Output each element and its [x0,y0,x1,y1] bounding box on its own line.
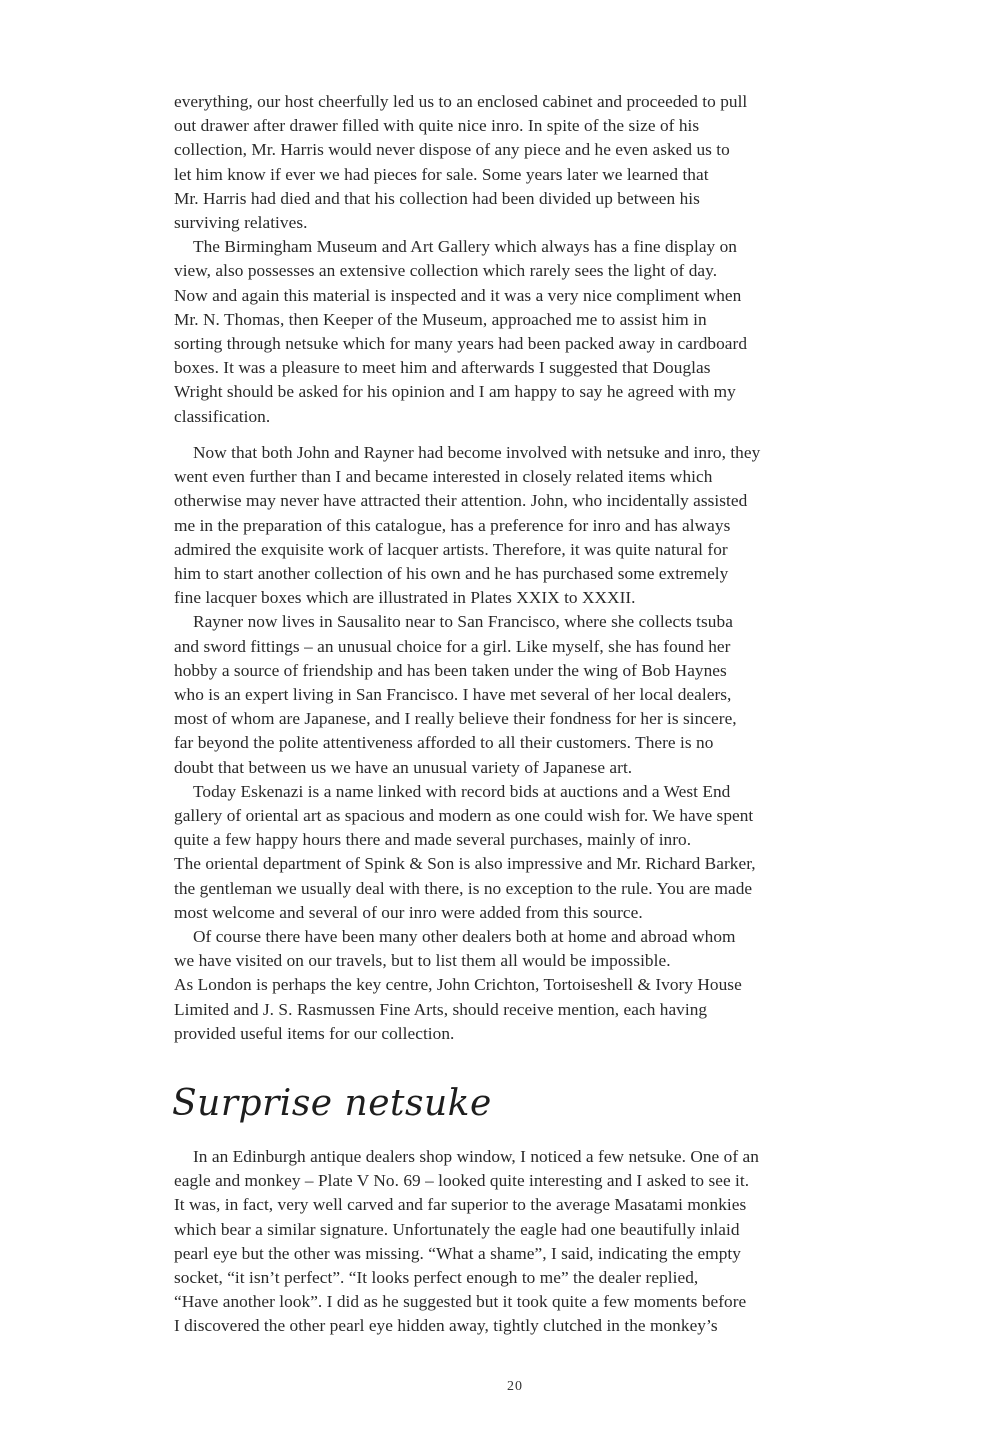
text-line: doubt that between us we have an unusual variety of Japanese art. [174,757,633,777]
text-line: admired the exquisite work of lacquer artists. Therefore, it was quite natural for [174,539,728,559]
text-block-family-dealers [174,441,934,1046]
text-line: out drawer after drawer filled with quite nice inro. In spite of the size of his [174,116,700,136]
text-line: me in the preparation of this catalogue, has a preference for inro and has always [174,515,731,535]
page-number: 20 [507,1379,523,1394]
text-line: the gentleman we usually deal with there, is no exception to the rule. You are made [174,878,753,898]
text-line: “Have another look”. I did as he suggested but it took quite a few moments before [174,1292,747,1312]
text-line: Limited and J. S. Rasmussen Fine Arts, should receive mention, each having [174,999,708,1019]
text-line: surviving relatives. [174,213,308,233]
text-line: view, also possesses an extensive collection which rarely sees the light of day. [174,261,718,281]
text-line: Mr. N. Thomas, then Keeper of the Museum, approached me to assist him in [174,309,707,329]
text-line: I discovered the other pearl eye hidden away, tightly clutched in the monkey’s [174,1316,718,1336]
text-line: In an Edinburgh antique dealers shop window, I noticed a few netsuke. One of an [193,1147,759,1166]
text-line: The oriental department of Spink & Son is also impressive and Mr. Richard Barker, [174,854,756,874]
text-line: let him know if ever we had pieces for sale. Some years later we learned that [174,164,709,184]
text-line: gallery of oriental art as spacious and modern as one could wish for. We have spent [174,806,754,826]
text-line: everything, our host cheerfully led us to an enclosed cabinet and proceeded to pull [174,92,748,111]
text-line: and sword fittings – an unusual choice for a girl. Like myself, she has found her [174,636,731,656]
text-line: most of whom are Japanese, and I really believe their fondness for her is sincere, [174,709,737,729]
text-line: classification. [174,406,271,426]
text-line: Wright should be asked for his opinion and I am happy to say he agreed with my [174,382,736,402]
text-line: The Birmingham Museum and Art Gallery which always has a fine display on [193,237,738,257]
text-line: boxes. It was a pleasure to meet him and afterwards I suggested that Douglas [174,358,711,378]
text-line: socket, “it isn’t perfect”. “It looks perfect enough to me” the dealer replied, [174,1268,699,1288]
text-line: Now and again this material is inspected and it was a very nice compliment when [174,285,742,305]
text-line: who is an expert living in San Francisco. I have met several of her local dealers, [174,685,732,705]
text-line: As London is perhaps the key centre, John Crichton, Tortoiseshell & Ivory House [174,975,742,995]
text-line: most welcome and several of our inro were added from this source. [174,902,643,922]
text-line: quite a few happy hours there and made several purchases, mainly of inro. [174,830,692,850]
text-line: Rayner now lives in Sausalito near to San Francisco, where she collects tsuba [193,612,733,632]
text-line: Of course there have been many other dealers both at home and abroad whom [193,927,736,947]
text-line: Now that both John and Rayner had become involved with netsuke and inro, they [193,443,761,462]
text-line: sorting through netsuke which for many years had been packed away in cardboard [174,334,748,354]
text-line: went even further than I and became interested in closely related items which [174,467,713,487]
text-line: collection, Mr. Harris would never dispose of any piece and he even asked us to [174,140,730,160]
text-line: provided useful items for our collection. [174,1023,455,1043]
text-line: Today Eskenazi is a name linked with record bids at auctions and a West End [193,781,731,801]
text-line: Mr. Harris had died and that his collection had been divided up between his [174,188,700,208]
text-line: eagle and monkey – Plate V No. 69 – looked quite interesting and I asked to see it. [174,1171,750,1191]
text-line: we have visited on our travels, but to list them all would be impossible. [174,951,671,971]
text-block-collectors [174,90,934,429]
text-line: otherwise may never have attracted their attention. John, who incidentally assisted [174,491,748,511]
text-line: far beyond the polite attentiveness afforded to all their customers. There is no [174,733,714,753]
text-line: hobby a source of friendship and has been taken under the wing of Bob Haynes [174,660,727,680]
text-line: pearl eye but the other was missing. “What a shame”, I said, indicating the empty [174,1243,741,1263]
text-line: which bear a similar signature. Unfortunately the eagle had one beautifully inlaid [174,1219,740,1239]
text-line: It was, in fact, very well carved and far superior to the average Masatami monkies [174,1195,747,1215]
text-line: fine lacquer boxes which are illustrated in Plates XXIX to XXXII. [174,588,636,608]
text-line: him to start another collection of his own and he has purchased some extremely [174,564,729,584]
text-block-surprise-netsuke [174,1145,934,1339]
section-heading: Surprise netsuke [172,1083,492,1124]
